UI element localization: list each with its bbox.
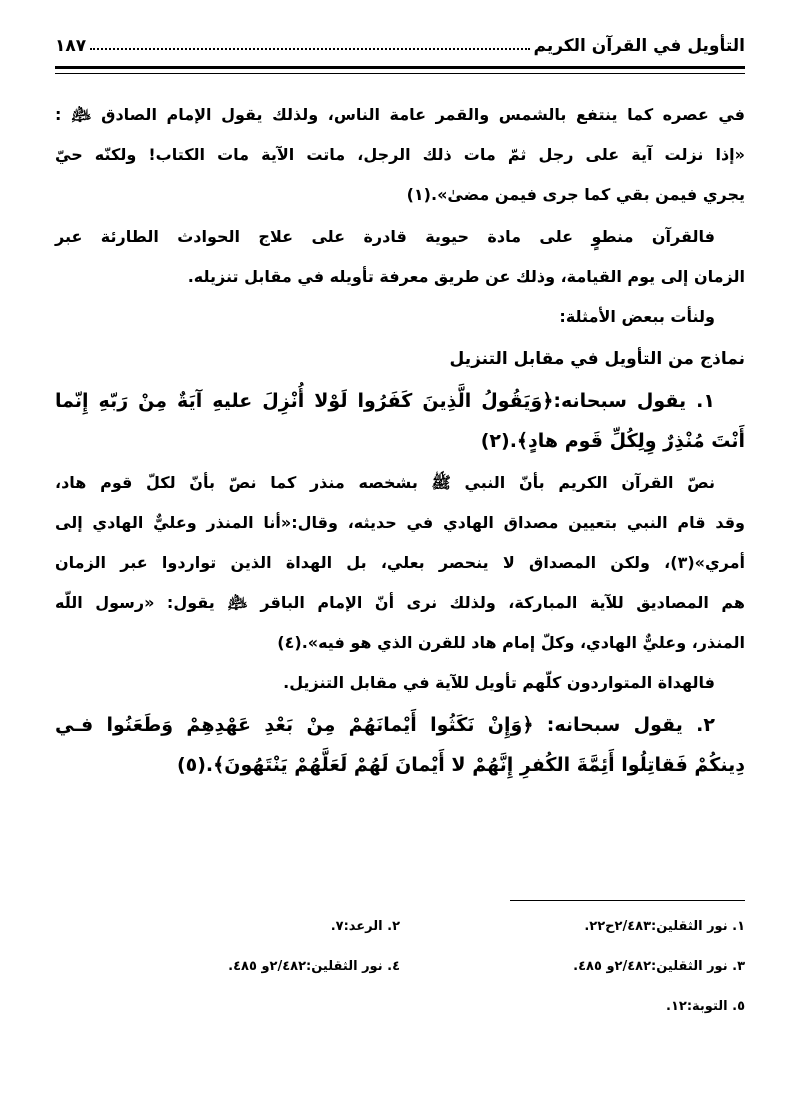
text-line: ولنأت ببعض الأمثلة: <box>559 307 715 326</box>
text-line: في عصره كما ينتفع بالشمس والقمر عامة الناس، ولذلك يقول الإمام الصادق ﵇ : <box>55 105 745 124</box>
header-leader-dots <box>90 48 529 50</box>
text-line: وقد قام النبي بتعيين مصداق الهادي في حديثه، وقال:«أنا المنذر وعليٌّ الهادي إلى <box>55 513 745 532</box>
text-line: نصّ القرآن الكريم بأنّ النبي ﷺ بشخصه منذر كما نصّ بأنّ لكلّ قوم هاد، <box>55 473 715 492</box>
section-heading: نماذج من التأويل في مقابل التنزيل <box>449 349 745 369</box>
footnote-4: ٤. نور الثقلين:٢/٤٨٢و ٤٨٥. <box>228 959 400 974</box>
text-line: فالهداة المتواردون كلّهم تأويل للآية في مقابل التنزيل. <box>283 673 715 692</box>
text-line: «إذا نزلت آية على رجل ثمّ مات ذلك الرجل، ماتت الآية مات الكتاب! ولكنّه حيّ <box>55 145 745 164</box>
text-line: المنذر، وعليٌّ الهادي، وكلّ إمام هاد للقرن الذي هو فيه».(٤) <box>277 633 745 652</box>
page-body <box>55 100 745 790</box>
text-line: الزمان إلى يوم القيامة، وذلك عن طريق معرفة تأويله في مقابل تنزيله. <box>187 267 745 286</box>
header-rule <box>55 66 745 72</box>
footnotes <box>55 900 745 1039</box>
verse-line: ١. يقول سبحانه:﴿وَيَقُولُ الَّذِينَ كَفَرُوا لَوْلا أُنْزِلَ عليهِ آيَةٌ مِنْ رَبّهِ إِنّما <box>55 390 715 412</box>
verse-line: أَنْتَ مُنْذِرٌ وِلِكُلِّ قَوم هادٍ﴾.(٢) <box>480 430 745 452</box>
running-header <box>55 26 745 56</box>
verse-line: ٢. يقول سبحانه: ﴿وَإِنْ نَكَثُوا أَيْمانَهُمْ مِنْ بَعْدِ عَهْدِهِمْ وَطَعَنُوا فـي <box>55 714 715 736</box>
text-line: فالقرآن منطوٍ على مادة حيوية قادرة على علاج الحوادث الطارئة عبر <box>55 227 715 246</box>
footnote-3: ٣. نور الثقلين:٢/٤٨٢و ٤٨٥. <box>573 959 745 974</box>
page-number: ١٨٧ <box>55 36 87 56</box>
header-title: التأويل في القرآن الكريم <box>533 36 745 56</box>
text-line: هم المصاديق للآية المباركة، ولذلك نرى أنّ الإمام الباقر ﵇ يقول: «رسول اللّه <box>55 593 745 612</box>
footnote-5: ٥. التوبة:١٢. <box>666 999 745 1014</box>
text-line: أمري»(٣)، ولكن المصداق لا ينحصر بعلي، بل الهداة الذين تواردوا عبر الزمان <box>55 553 745 572</box>
text-line: يجري فيمن بقي كما جرى فيمن مضىٰ».(١) <box>406 185 745 204</box>
verse-line: دِينكُمْ فَقاتِلُوا أَئِمَّةَ الكُفرِ إِنَّهُمْ لا أَيْمانَ لَهُمْ لَعَلَّهُمْ يَنْتَهُونَ﴾.(٥) <box>176 754 745 776</box>
footnote-1: ١. نور الثقلين:٢/٤٨٣ح٢٢. <box>584 919 745 934</box>
footnote-rule <box>510 900 745 901</box>
footnote-2: ٢. الرعد:٧. <box>330 919 400 934</box>
